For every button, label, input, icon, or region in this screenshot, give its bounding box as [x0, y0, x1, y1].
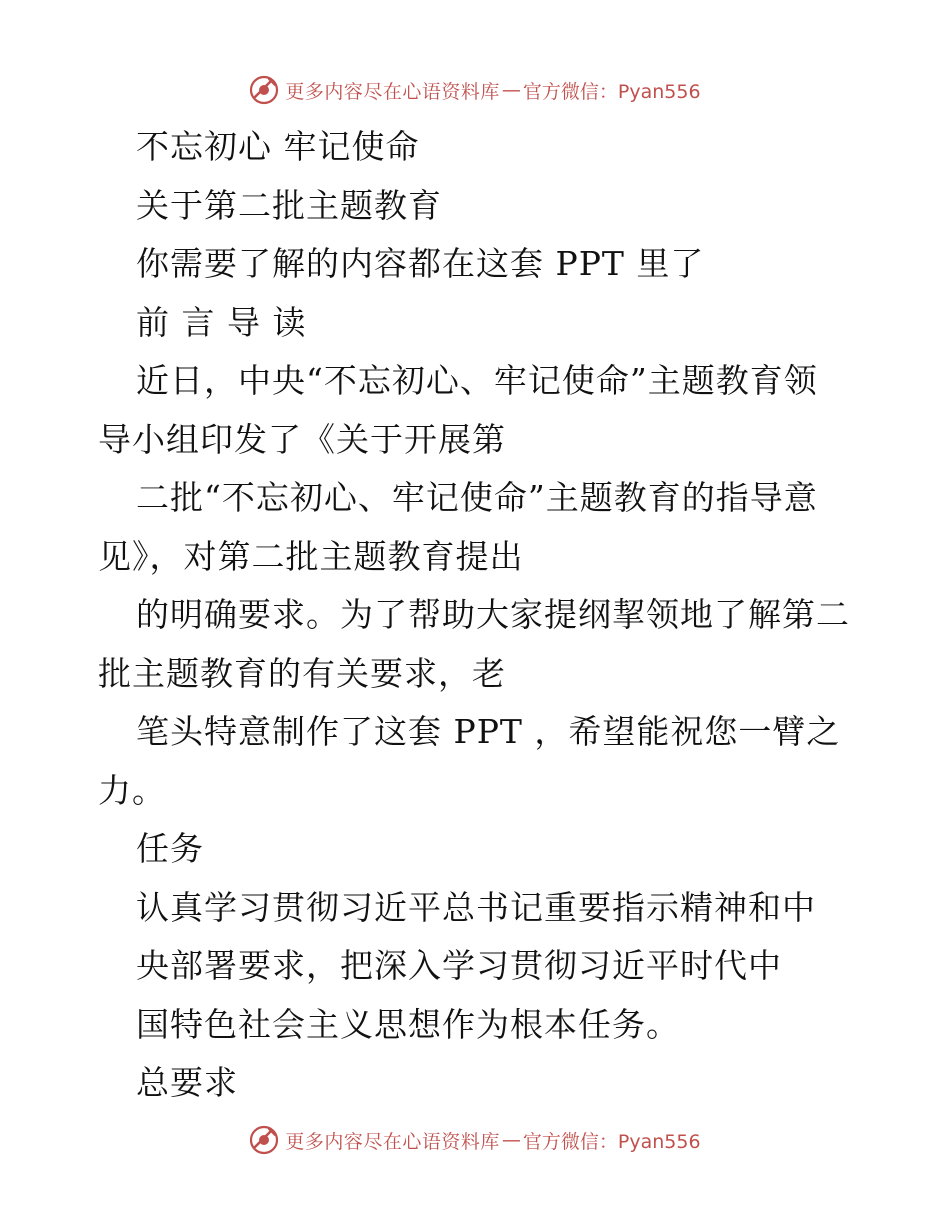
text-line: 总要求 — [136, 1063, 238, 1102]
text-line: 关于第二批主题教育 — [136, 185, 442, 225]
text-line: 导小组印发了《关于开展第 — [98, 419, 506, 459]
text-line: 批主题教育的有关要求，老 — [98, 653, 506, 693]
banner-wechat: 官方微信：Pyan556 — [522, 80, 701, 103]
banner-separator: — — [501, 79, 521, 101]
text-line: 国特色社会主义思想作为根本任务。 — [136, 1004, 680, 1044]
text-line: 你需要了解的内容都在这套 PPT 里了 — [136, 244, 705, 283]
text-line: 见》，对第二批主题教育提出 — [98, 536, 524, 576]
text-line: 央部署要求，把深入学习贯彻习近平时代中 — [136, 946, 782, 985]
banner-separator: — — [501, 1129, 521, 1151]
text-line: 认真学习贯彻习近平总书记重要指示精神和中 — [136, 887, 816, 927]
banner-wechat: 官方微信：Pyan556 — [522, 1130, 701, 1153]
text-line: 任务 — [136, 829, 204, 868]
text-line: 二批“不忘初心、牢记使命”主题教育的指导意 — [136, 478, 818, 517]
banner-text: 更多内容尽在心语资料库 — [285, 1130, 500, 1153]
logo-icon — [249, 75, 279, 105]
text-line: 前 言 导 读 — [136, 302, 307, 342]
document-body — [98, 118, 858, 1113]
banner-text: 更多内容尽在心语资料库 — [285, 80, 500, 103]
text-line: 近日，中央“不忘初心、牢记使命”主题教育领 — [136, 361, 818, 400]
text-line: 力。 — [98, 770, 166, 810]
footer-banner — [0, 1120, 950, 1160]
logo-icon — [249, 1125, 279, 1155]
header-banner — [0, 70, 950, 110]
text-line: 不忘初心 牢记使命 — [136, 127, 420, 166]
text-line: 的明确要求。为了帮助大家提纲挈领地了解第二 — [136, 595, 850, 634]
text-line: 笔头特意制作了这套 PPT ，希望能祝您一臂之 — [136, 712, 841, 751]
